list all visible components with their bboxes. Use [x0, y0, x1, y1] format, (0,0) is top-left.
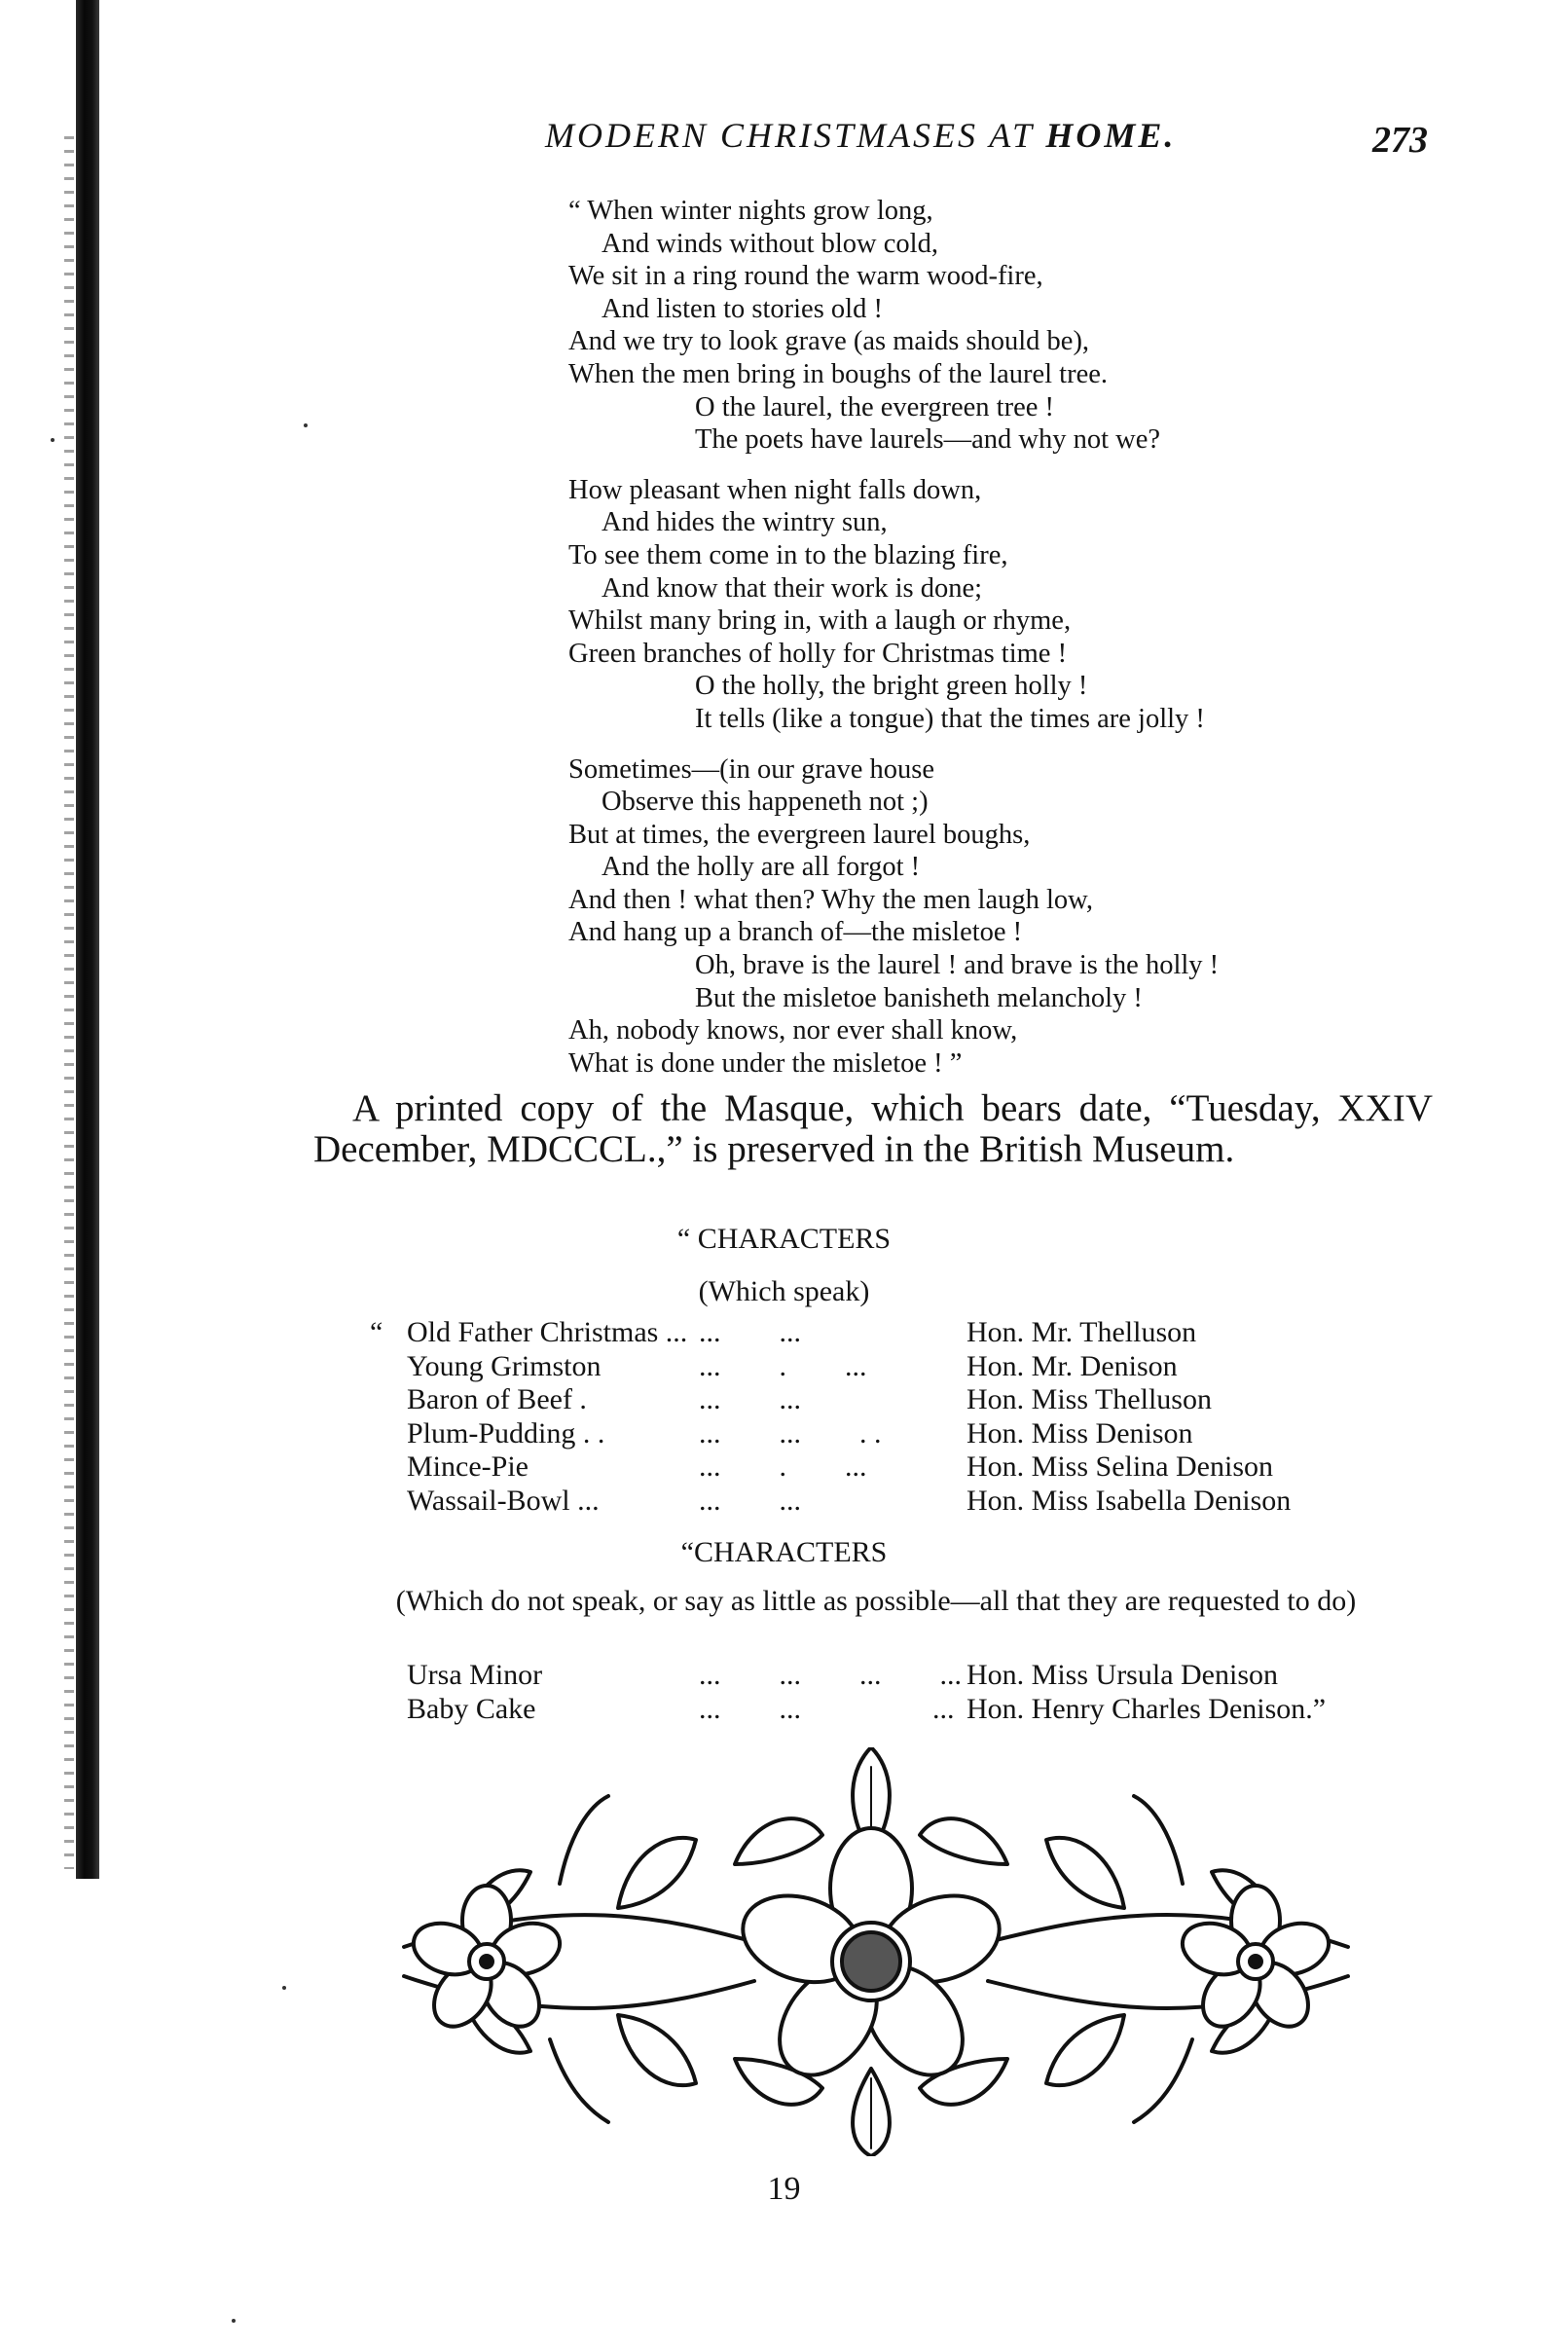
poem-line: Green branches of holly for Christmas time ! [568, 638, 1068, 669]
stanza [568, 474, 1219, 736]
page-edge-gutter [64, 136, 74, 1869]
poem-line: Ah, nobody knows, nor ever shall know, [568, 1015, 1018, 1046]
poem-line: And the holly are all forgot ! [602, 852, 921, 883]
leader-dots: ... ... [699, 1316, 801, 1348]
performer-name: Hon. Henry Charles Denison.” [966, 1692, 1327, 1725]
leader-dots: ... . ... [699, 1450, 867, 1483]
poem-line: The poets have laurels—and why not we? [695, 424, 1161, 456]
poem-line: And we try to look grave (as maids should be), [568, 326, 1090, 357]
poem-line: Oh, brave is the laurel ! and brave is the holly ! [695, 950, 1220, 981]
print-speck [51, 438, 55, 442]
running-title-end: HOME. [1045, 116, 1177, 155]
character-name: Young Grimston [407, 1349, 602, 1382]
poem-line: Observe this happeneth not ;) [602, 787, 929, 818]
character-name: Old Father Christmas ... [407, 1316, 688, 1348]
performer-name: Hon. Miss Thelluson [966, 1383, 1212, 1415]
characters-silent-subheading: (Which do not speak, or say as little as possible—all that they are requested to do) [395, 1585, 1357, 1617]
poem-line: Sometimes—(in our grave house [568, 753, 934, 785]
leader-dots: ... . ... [699, 1349, 867, 1382]
signature-mark: 19 [767, 2171, 801, 2207]
poem-line: And hang up a branch of—the misletoe ! [568, 917, 1023, 948]
poem-line: And hides the wintry sun, [602, 507, 888, 538]
performer-name: Hon. Mr. Denison [966, 1349, 1178, 1382]
poem-line: O the holly, the bright green holly ! [695, 671, 1088, 702]
performer-name: Hon. Miss Selina Denison [966, 1450, 1273, 1483]
print-speck [304, 423, 308, 427]
performer-name: Hon. Miss Denison [966, 1416, 1193, 1449]
page-number: 273 [1372, 120, 1428, 161]
poem-line: It tells (like a tongue) that the times are jolly ! [695, 703, 1205, 734]
poem-line: When the men bring in boughs of the laurel tree. [568, 358, 1108, 389]
performer-name: Hon. Mr. Thelluson [966, 1316, 1197, 1348]
poem-line: And listen to stories old ! [602, 293, 883, 324]
running-head [545, 115, 1176, 156]
leader-dots: ... ... . . [699, 1416, 882, 1449]
poem-line: And winds without blow cold, [602, 228, 938, 259]
print-speck [282, 1986, 286, 1990]
poem-line: “ When winter nights grow long, [568, 196, 933, 226]
poem-line: What is done under the misletoe ! ” [568, 1047, 963, 1079]
poem-line: And then ! what then? Why the men laugh low, [568, 884, 1093, 915]
poem-line: And know that their work is done; [602, 572, 983, 604]
book-spine-shadow [76, 0, 99, 1879]
stanza [568, 195, 1219, 457]
leader-dots: ... ... ... ... [699, 1659, 962, 1691]
performer-name: Hon. Miss Isabella Denison [966, 1484, 1292, 1517]
characters-silent-heading: “CHARACTERS [680, 1536, 888, 1568]
poem-line: Whilst many bring in, with a laugh or rhyme, [568, 605, 1072, 637]
character-name: Baron of Beef . [407, 1383, 587, 1415]
floral-ornament [346, 1747, 1397, 2156]
running-title: MODERN CHRISTMASES AT [545, 116, 1035, 155]
poem [568, 195, 1219, 1097]
character-name: Baby Cake [407, 1692, 536, 1725]
character-name: Wassail-Bowl ... [407, 1484, 600, 1517]
open-quote-mark: “ [370, 1316, 383, 1348]
poem-line: O the laurel, the evergreen tree ! [695, 391, 1054, 422]
poem-line: To see them come in to the blazing fire, [568, 539, 1008, 570]
character-name: Ursa Minor [407, 1659, 543, 1691]
characters-speaking-subheading: (Which speak) [698, 1275, 870, 1307]
character-name: Plum-Pudding . . [407, 1416, 605, 1449]
poem-line: How pleasant when night falls down, [568, 474, 982, 505]
poem-line: But at times, the evergreen laurel boughs, [568, 819, 1031, 850]
stanza [568, 753, 1219, 1081]
prose-paragraph: A printed copy of the Masque, which bears date, “Tuesday, XXIV December, MDCCCL.,” is preserved in the British Museum. [313, 1087, 1433, 1170]
characters-speaking-heading: “ CHARACTERS [676, 1223, 892, 1255]
leader-dots: ... ... ... [699, 1692, 955, 1725]
leader-dots: ... ... [699, 1383, 801, 1415]
poem-line: But the misletoe banisheth melancholy ! [695, 982, 1143, 1013]
poem-line: We sit in a ring round the warm wood-fire, [568, 261, 1043, 292]
print-speck [232, 2319, 236, 2323]
character-name: Mince-Pie [407, 1450, 529, 1483]
performer-name: Hon. Miss Ursula Denison [966, 1659, 1278, 1691]
leader-dots: ... ... [699, 1484, 801, 1517]
